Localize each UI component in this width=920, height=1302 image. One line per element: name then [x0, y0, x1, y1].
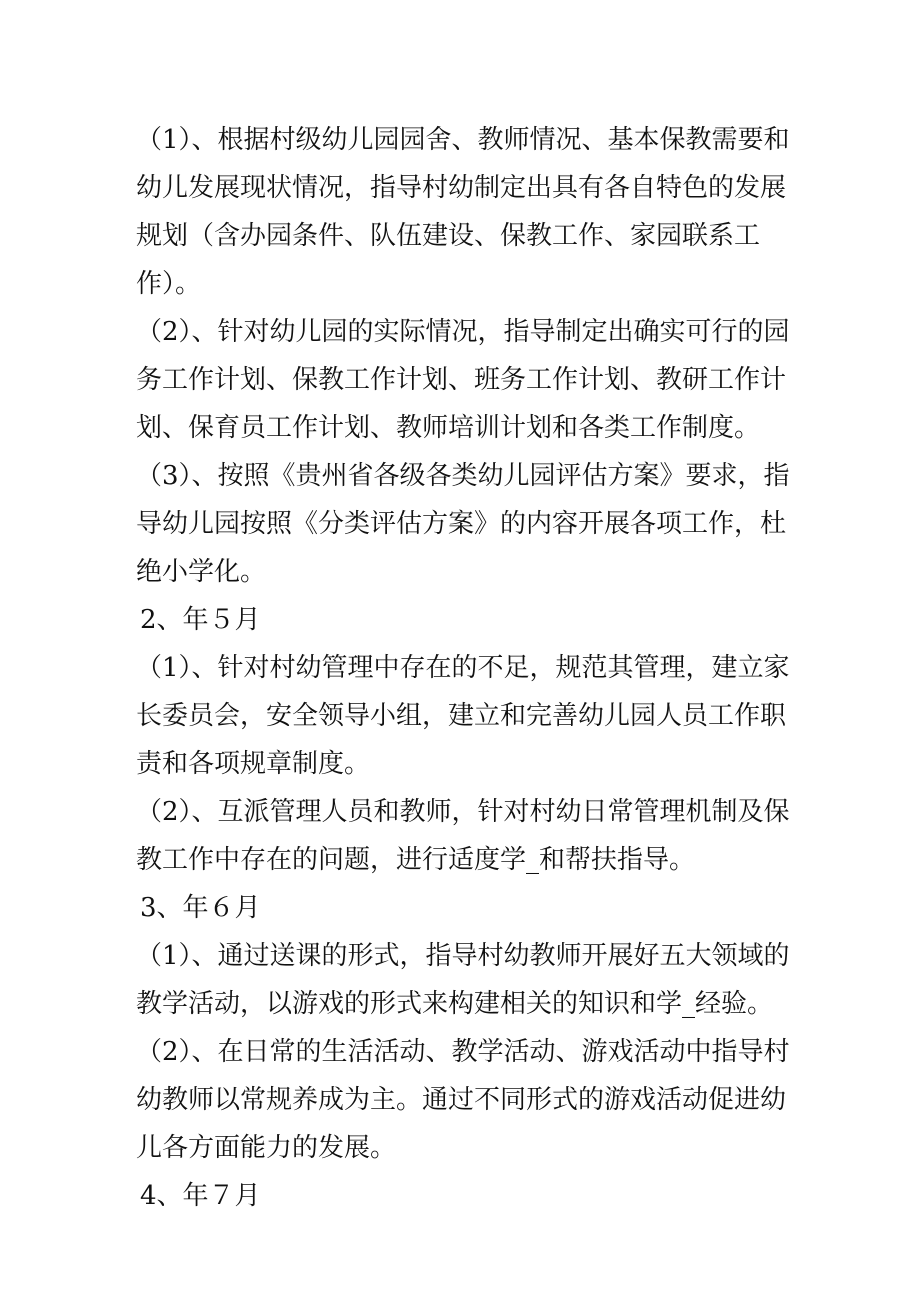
document-body — [136, 116, 800, 1220]
paragraph-3-2: （2）、在日常的生活活动、教学活动、游戏活动中指导村幼教师以常规养成为主。通过不同形式的游戏活动促进幼儿各方面能力的发展。 — [136, 1037, 790, 1163]
paragraph-2-2: （2）、互派管理人员和教师，针对村幼日常管理机制及保教工作中存在的问题，进行适度学_和帮扶指导。 — [136, 797, 790, 875]
paragraph-1-2: （2）、针对幼儿园的实际情况，指导制定出确实可行的园务工作计划、保教工作计划、班务工作计划、教研工作计划、保育员工作计划、教师培训计划和各类工作制度。 — [136, 317, 790, 443]
paragraph-1-3: （3）、按照《贵州省各级各类幼儿园评估方案》要求，指导幼儿园按照《分类评估方案》的内容开展各项工作，杜绝小学化。 — [136, 461, 790, 587]
paragraph-2-1: （1）、针对村幼管理中存在的不足，规范其管理，建立家长委员会，安全领导小组，建立和完善幼儿园人员工作职责和各项规章制度。 — [136, 653, 790, 779]
section-heading-june: 3、年６月 — [140, 893, 261, 923]
section-heading-may: 2、年５月 — [140, 605, 261, 635]
paragraph-1-1: （1）、根据村级幼儿园园舍、教师情况、基本保教需要和幼儿发展现状情况，指导村幼制定出具有各自特色的发展规划（含办园条件、队伍建设、保教工作、家园联系工作）。 — [136, 125, 790, 299]
section-heading-july: 4、年７月 — [140, 1181, 261, 1211]
paragraph-3-1: （1）、通过送课的形式，指导村幼教师开展好五大领域的教学活动，以游戏的形式来构建相关的知识和学_经验。 — [136, 941, 790, 1019]
